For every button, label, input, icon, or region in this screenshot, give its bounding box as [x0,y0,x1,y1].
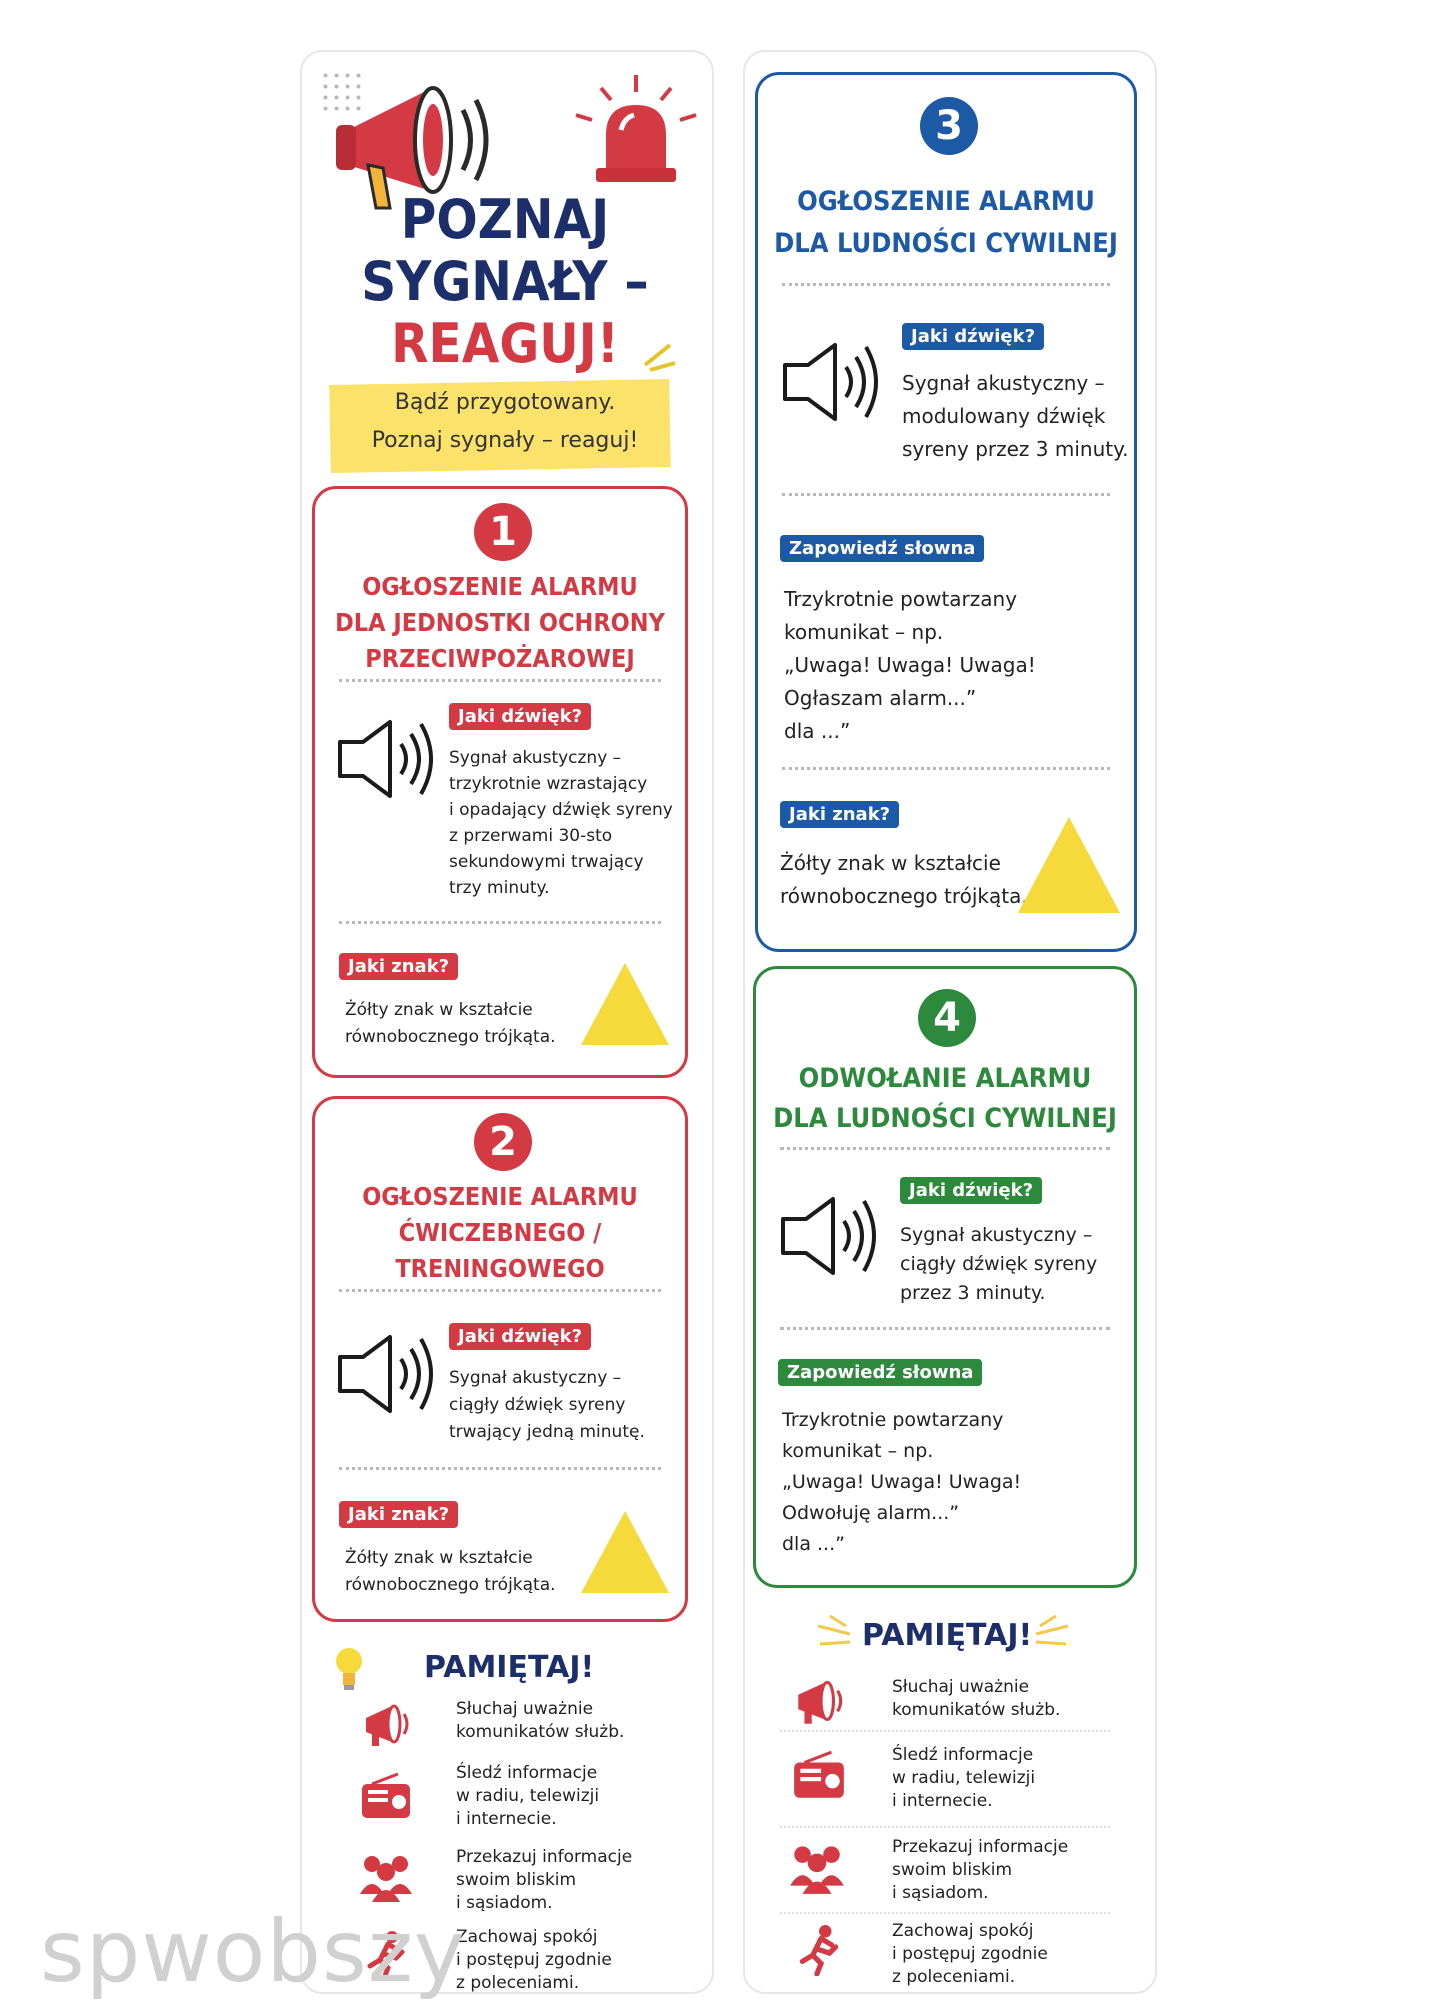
speaker-icon [780,337,880,427]
sound-description: Sygnał akustyczny – ciągły dźwięk syreny trwający jedną minutę. [449,1368,645,1442]
divider [782,493,1110,496]
divider [780,1826,1110,1828]
divider [339,1289,661,1292]
people-icon [356,1850,416,1902]
spark-icon [1026,1612,1076,1656]
hero-subtitle-line2: Poznaj sygnały – reaguj! [371,428,639,453]
hero-subtitle-line1: Bądź przygotowany. [394,390,616,415]
remember-item-listen: Słuchaj uważnie komunikatów służb. [456,1699,625,1742]
card-number-badge: 4 [918,989,976,1047]
card-title: OGŁOSZENIE ALARMU DLA LUDNOŚCI CYWILNEJ [774,186,1118,259]
remember-item-stay-calm: Zachowaj spokój i postępuj zgodnie z poleceniami. [892,1921,1048,1987]
sound-tag: Jaki dźwięk? [902,323,1044,350]
divider [782,283,1110,286]
card-number-badge: 1 [474,503,532,561]
lightbulb-icon [332,1645,366,1693]
card-title: OGŁOSZENIE ALARMU ĆWICZEBNEGO / TRENINGOWEGO [362,1182,638,1283]
divider [339,1467,661,1470]
sound-tag: Jaki dźwięk? [449,1323,591,1350]
radio-icon [358,1772,414,1822]
hero-title-line3: REAGUJ! [391,312,619,375]
speech-description: Trzykrotnie powtarzany komunikat – np. „Uwaga! Uwaga! Uwaga! Ogłaszam alarm...” dla ...” [784,587,1036,743]
spark-icon [810,1612,860,1656]
divider [339,921,661,924]
sound-description: Sygnał akustyczny – trzykrotnie wzrastający i opadający dźwięk syreny z przerwami 30-sto sekundowymi trwający trzy minuty. [449,748,673,898]
remember-title: PAMIĘTAJ! [862,1618,1033,1653]
speaker-icon [335,1329,435,1419]
yellow-triangle-icon [577,1507,673,1597]
sound-tag: Jaki dźwięk? [900,1177,1042,1204]
card-alarm-training [312,1096,688,1622]
card-number-badge: 2 [474,1113,532,1171]
card-title: ODWOŁANIE ALARMU DLA LUDNOŚCI CYWILNEJ [773,1063,1117,1134]
sound-description: Sygnał akustyczny – modulowany dźwięk syreny przez 3 minuty. [902,371,1129,461]
sign-tag: Jaki znak? [339,953,458,980]
card-alarm-cancellation [753,966,1137,1588]
card-title: OGŁOSZENIE ALARMU DLA JEDNOSTKI OCHRONY PRZECIWPOŻAROWEJ [335,572,665,673]
hero-title-line2: SYGNAŁY – [361,250,649,313]
remember-item-share: Przekazuj informacje swoim bliskim i sąsiadom. [456,1847,633,1913]
remember-item-listen: Słuchaj uważnie komunikatów służb. [892,1677,1061,1720]
speaker-icon [335,714,435,804]
speech-description: Trzykrotnie powtarzany komunikat – np. „Uwaga! Uwaga! Uwaga! Odwołuję alarm...” dla ...” [782,1409,1022,1555]
siren-light-icon [566,70,706,190]
remember-item-share: Przekazuj informacje swoim bliskim i sąsiadom. [892,1837,1069,1903]
divider [780,1730,1110,1732]
divider [339,679,661,682]
speaker-icon [778,1191,878,1281]
remember-item-follow-info: Śledź informacje w radiu, telewizji i internecie. [456,1763,600,1829]
megaphone-icon [790,1674,850,1728]
hero-title-line1: POZNAJ [400,188,610,251]
sound-description: Sygnał akustyczny – ciągły dźwięk syreny przez 3 minuty. [900,1224,1098,1304]
speech-tag: Zapowiedź słowna [778,1359,982,1386]
radio-icon [790,1750,848,1802]
spark-icon [640,335,680,375]
yellow-triangle-icon [577,959,673,1049]
remember-title: PAMIĘTAJ! [424,1650,595,1685]
card-number-badge: 3 [920,97,978,155]
sign-tag: Jaki znak? [339,1501,458,1528]
sign-description: Żółty znak w kształcie równobocznego trójkąta. [345,1548,556,1595]
remember-item-follow-info: Śledź informacje w radiu, telewizji i internecie. [892,1745,1036,1811]
remember-item-stay-calm: Zachowaj spokój i postępuj zgodnie z poleceniami. [456,1927,612,1993]
yellow-triangle-icon [1014,813,1124,917]
sound-tag: Jaki dźwięk? [449,703,591,730]
card-alarm-civilians [755,72,1137,952]
sign-description: Żółty znak w kształcie równobocznego trójkąta. [780,851,1028,908]
speech-tag: Zapowiedź słowna [780,535,984,562]
divider [780,1147,1110,1150]
divider [780,1912,1110,1914]
running-person-icon [794,1924,844,1976]
people-icon [786,1840,848,1894]
watermark: spwobszy [40,1902,466,2002]
sign-tag: Jaki znak? [780,801,899,828]
megaphone-icon [358,1698,416,1750]
divider [780,1327,1110,1330]
divider [782,767,1110,770]
card-alarm-fire-protection [312,486,688,1078]
sign-description: Żółty znak w kształcie równobocznego trójkąta. [345,1000,556,1047]
